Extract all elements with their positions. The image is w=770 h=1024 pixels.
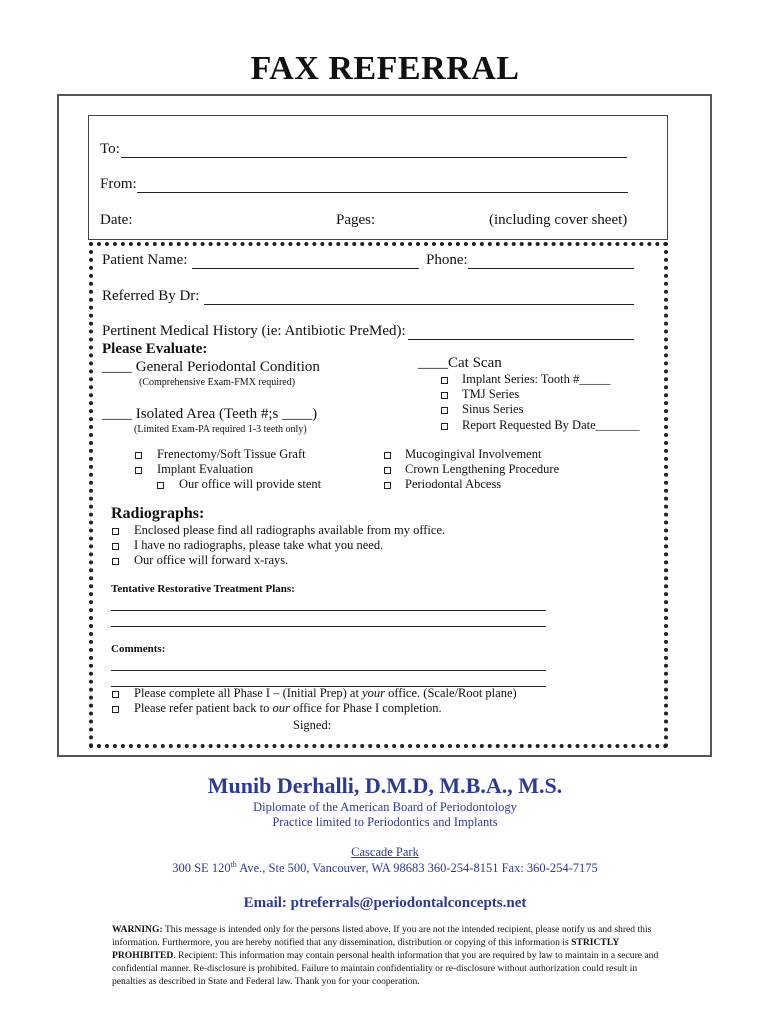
checkbox-crown-lengthening[interactable]	[384, 467, 391, 474]
checkbox-mucogingival[interactable]	[384, 452, 391, 459]
checkbox-phase-refer-back[interactable]	[112, 706, 119, 713]
checkbox-report-date[interactable]	[441, 423, 448, 430]
item-implant-evaluation: Implant Evaluation	[157, 462, 254, 476]
item-mucogingival: Mucogingival Involvement	[405, 447, 542, 461]
general-periodontal-item: ____ General Periodontal Condition	[102, 359, 320, 375]
phase-refer-back-item: Please refer patient back to our office for Phase I completion.	[134, 701, 442, 715]
address-line: 300 SE 120th Ave., Ste 500, Vancouver, WA 98683 360-254-8151 Fax: 360-254-7175	[172, 860, 598, 876]
general-periodontal-note: (Comprehensive Exam-FMX required)	[139, 377, 296, 388]
patient-name-label: Patient Name:	[102, 252, 188, 268]
isolated-area-note: (Limited Exam-PA required 1-3 teeth only)	[134, 424, 307, 435]
referred-by-label: Referred By Dr:	[102, 288, 200, 304]
radiographs-item-none: I have no radiographs, please take what you need.	[134, 538, 384, 552]
checkbox-periodontal-abcess[interactable]	[384, 482, 391, 489]
radiographs-item-enclosed: Enclosed please find all radiographs available from my office.	[134, 523, 446, 537]
treatment-plans-label: Tentative Restorative Treatment Plans:	[111, 583, 295, 595]
warning-notice: WARNING: This message is intended only for the persons listed above. If you are not the intended recipient, please notify us and shred this information. Furthermore, you are hereby notified that any dissemination, distribution or copying of this information is STRICTLY PROHIBITED. Recipient: This information may contain personal health information that you are required by law to maintain in a secure and confidential manner. Re-disclosure is prohibited. Failure to maintain confidentiality or re-disclosure without authorization could result in penalties as described in State and Federal law. Thank you for your cooperation.	[112, 924, 659, 987]
page-title: FAX REFERRAL	[250, 50, 520, 87]
checkbox-radiographs-none[interactable]	[112, 543, 119, 550]
checkbox-implant-evaluation[interactable]	[135, 467, 142, 474]
checkbox-radiographs-enclosed[interactable]	[112, 528, 119, 535]
cat-item-sinus-series: Sinus Series	[462, 402, 524, 416]
phase-complete-item: Please complete all Phase I – (Initial Prep) at your office. (Scale/Root plane)	[134, 686, 517, 700]
checkbox-radiographs-forward[interactable]	[112, 558, 119, 565]
cat-item-implant-series: Implant Series: Tooth #_____	[462, 372, 611, 386]
from-label: From:	[100, 176, 137, 192]
diplomate-line: Diplomate of the American Board of Periodontology	[253, 800, 517, 814]
please-evaluate-label: Please Evaluate:	[102, 341, 208, 357]
medical-history-label: Pertinent Medical History (ie: Antibiotic PreMed):	[102, 323, 406, 339]
doctor-name: Munib Derhalli, D.M.D, M.B.A., M.S.	[207, 773, 563, 798]
isolated-area-item: ____ Isolated Area (Teeth #;s ____)	[102, 406, 318, 422]
practice-line: Practice limited to Periodontics and Implants	[272, 815, 498, 829]
checkbox-implant-series[interactable]	[441, 377, 448, 384]
location-link[interactable]: Cascade Park	[351, 845, 419, 859]
referred-by-field[interactable]	[204, 304, 634, 305]
cat-item-report-date: Report Requested By Date_______	[462, 418, 640, 432]
checkbox-frenectomy[interactable]	[135, 452, 142, 459]
item-frenectomy: Frenectomy/Soft Tissue Graft	[157, 447, 306, 461]
comments-label: Comments:	[111, 643, 166, 655]
patient-name-field[interactable]	[192, 268, 419, 269]
checkbox-tmj-series[interactable]	[441, 392, 448, 399]
phone-field[interactable]	[468, 268, 634, 269]
radiographs-heading: Radiographs:	[111, 505, 205, 522]
phone-label: Phone:	[426, 252, 468, 268]
radiographs-item-forward: Our office will forward x-rays.	[134, 553, 289, 567]
treatment-plans-line-2[interactable]	[111, 626, 546, 627]
email-line[interactable]: Email: ptreferrals@periodontalconcepts.net	[243, 895, 527, 911]
date-label: Date:	[100, 212, 133, 228]
checkbox-stent[interactable]	[157, 482, 164, 489]
to-field[interactable]	[121, 157, 627, 158]
cover-sheet-note: (including cover sheet)	[489, 212, 628, 228]
medical-history-field[interactable]	[408, 339, 634, 340]
to-label: To:	[100, 141, 120, 157]
cat-item-tmj-series: TMJ Series	[462, 387, 520, 401]
patient-info-box	[89, 242, 668, 748]
pages-label: Pages:	[336, 212, 376, 228]
signed-label: Signed:	[293, 718, 332, 732]
item-stent: Our office will provide stent	[179, 477, 322, 491]
item-crown-lengthening: Crown Lengthening Procedure	[405, 462, 560, 476]
checkbox-sinus-series[interactable]	[441, 407, 448, 414]
from-field[interactable]	[137, 192, 628, 193]
cat-scan-item: ____Cat Scan	[418, 355, 502, 371]
comments-line-1[interactable]	[111, 670, 546, 671]
treatment-plans-line-1[interactable]	[111, 610, 546, 611]
checkbox-phase-complete[interactable]	[112, 691, 119, 698]
item-periodontal-abcess: Periodontal Abcess	[405, 477, 502, 491]
